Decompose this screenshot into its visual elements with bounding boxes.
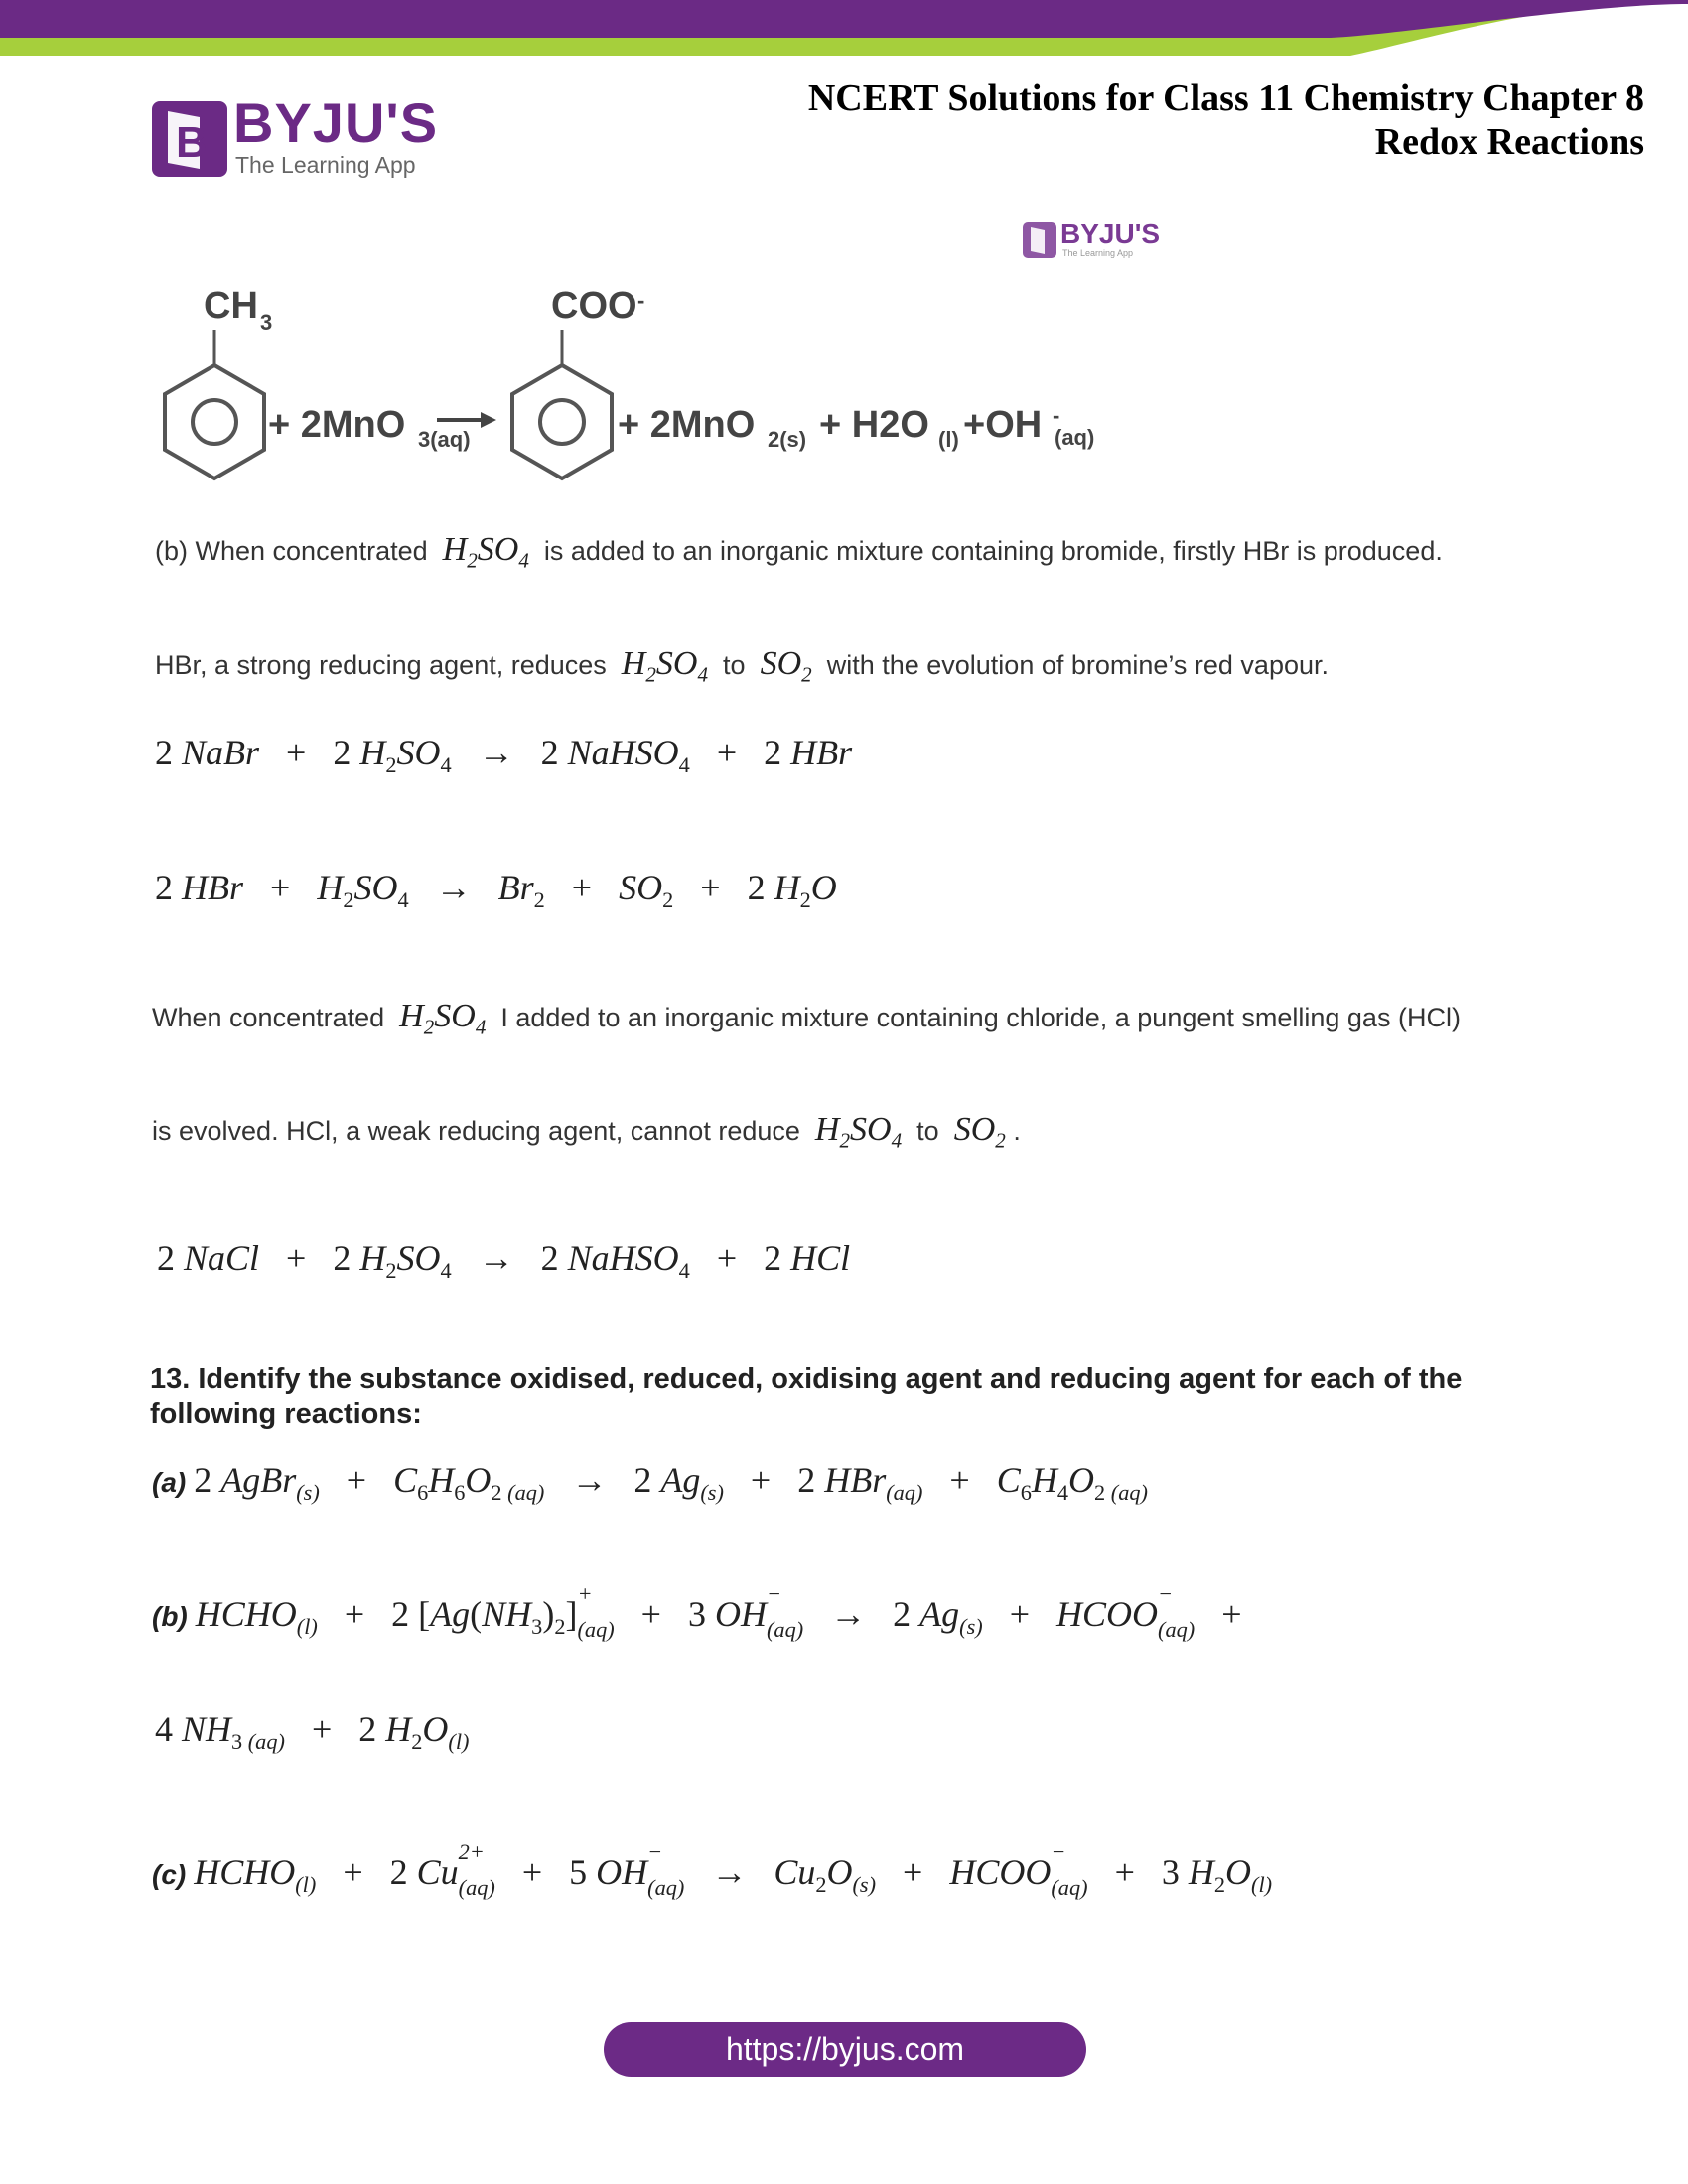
- ch3-subscript: 3: [260, 310, 273, 335]
- equation-hbr: 2 HBr + $H_2SO_4 \to Br_2 + SO_2 + 2$ $H_2O$: [155, 868, 837, 912]
- equation-nabr: 2 NaBr + 2 $H_2SO_4 \to 2$ NaHSO$_4$ + 2 HBr: [155, 733, 853, 777]
- page-title-line2: Redox Reactions: [1374, 121, 1644, 163]
- para-chloride-line2: is evolved. HCl, a weak reducing agent, cannot reduce $H_2SO_4$ to $SO_2$ .: [152, 1111, 1021, 1153]
- logo-name: BYJU'S: [233, 91, 439, 154]
- logo-letter: B: [176, 118, 208, 167]
- para-b-line1: (b) When concentrated $H_2SO_4$ is added to an inorganic mixture containing bromide, firstly HBr is produced.: [155, 531, 1443, 573]
- label-a: (a): [152, 1467, 187, 1498]
- watermark-name: BYJU'S: [1060, 218, 1161, 249]
- equation-13b-line2: 4 $NH_{3 (aq)} + 2$ $H_2O_{(l)}$: [155, 1709, 470, 1754]
- coo-label: COO: [551, 285, 637, 327]
- equation-13b-line1: (b) $HCHO_{(l)} + 2$ $[Ag(NH_3)_2]$ + (aq) + 3 OH − (aq) → 2 $Ag_{(s)}$ + HCOO − (aq) +: [152, 1581, 1242, 1643]
- para-b-line2: HBr, a strong reducing agent, reduces $H_2SO_4$ to $SO_2$ with the evolution of bromine’s red vapour.: [155, 645, 1330, 687]
- mno2-subscript: 2(s): [768, 427, 807, 452]
- label-c: (c): [152, 1859, 187, 1890]
- h2so4-formula: $H_2SO_4$: [442, 531, 529, 573]
- mno2-text: + 2MnO: [618, 404, 756, 446]
- hydroxide-text: +OH: [963, 404, 1043, 446]
- footer-url-link[interactable]: https://byjus.com: [604, 2022, 1086, 2077]
- para-chloride-line1: When concentrated $H_2SO_4$ I added to an inorganic mixture containing chloride, a pungent smelling gas (HCl): [152, 998, 1461, 1039]
- ch3-label: CH: [204, 285, 258, 327]
- top-banner: [0, 0, 1688, 56]
- benzene-ring-icon: [165, 365, 264, 478]
- logo-tagline: The Learning App: [235, 152, 416, 178]
- question-13-heading: 13. Identify the substance oxidised, reduced, oxidising agent and reducing agent for each of the following reactions:: [150, 1363, 1463, 1430]
- page-title-line1: NCERT Solutions for Class 11 Chemistry Chapter 8: [807, 77, 1644, 119]
- byjus-logo-icon: [150, 99, 229, 179]
- hydroxide-charge: -: [1053, 403, 1060, 428]
- label-b: (b): [152, 1601, 188, 1632]
- reagent-subscript: 3(aq): [418, 427, 471, 452]
- equation-nacl: 2 NaCl + 2 $H_2SO_4 \to 2$ NaHSO$_4$ + 2 HCl: [157, 1238, 851, 1283]
- equation-13a: (a) 2 AgBr$_{(s)}$ + $C_6H_6O_{2 (aq)} \to 2$ $Ag_{(s)} + 2$ $HBr_{(aq)} + C_6H_4O_{2 (aq)}$: [152, 1460, 1148, 1505]
- coo-charge: -: [637, 288, 645, 313]
- water-subscript: (l): [938, 427, 959, 452]
- hydroxide-subscript: (aq): [1055, 425, 1095, 450]
- watermark-tagline: The Learning App: [1062, 248, 1134, 258]
- reagent-text: + 2MnO: [268, 404, 406, 446]
- water-text: + H2O: [819, 404, 929, 446]
- watermark-logo: [1021, 218, 1170, 264]
- equation-13c: (c) $HCHO_{(l)} + 2$ Cu 2+ (aq) + 5 OH − $(aq) \to Cu_2O_{(s)}$ + HCOO − (aq) + 3 $H_2O_{(l)}$: [152, 1840, 1273, 1901]
- benzene-ring-icon: [512, 365, 612, 478]
- toluene-oxidation-structure: [149, 278, 1142, 486]
